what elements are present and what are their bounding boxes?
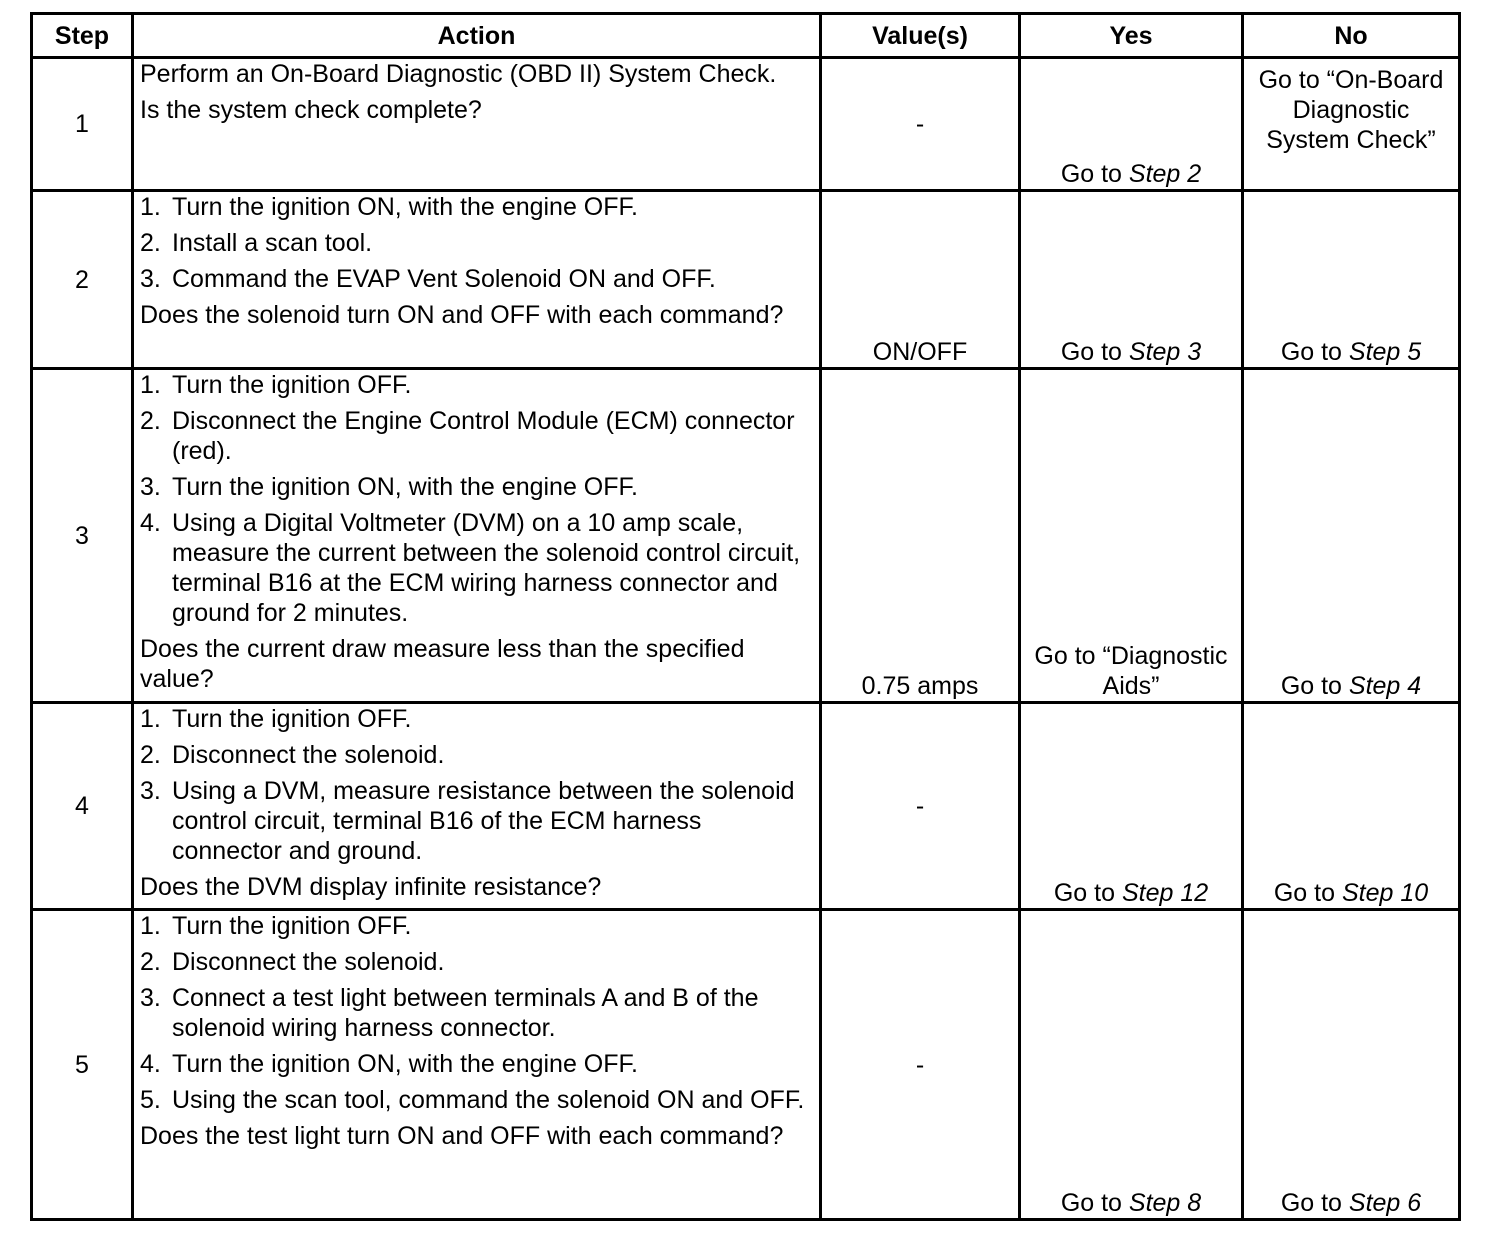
- action-cell: [133, 58, 821, 191]
- action-cell: [133, 703, 821, 910]
- yes-prefix: Go to: [1060, 160, 1129, 188]
- action-question: Does the current draw measure less than the specified value?: [140, 635, 745, 693]
- action-cell: [133, 191, 821, 369]
- no-cell: Go to Step 6: [1243, 910, 1460, 1220]
- list-item: 2. Disconnect the solenoid.: [140, 741, 445, 769]
- yes-cell: Go to “Diagnostic Aids”: [1020, 369, 1243, 703]
- header-yes: Yes: [1020, 14, 1243, 58]
- value-cell: ON/OFF: [821, 191, 1020, 369]
- table-row: [32, 703, 1460, 910]
- header-no: No: [1243, 14, 1460, 58]
- list-item: 3. Command the EVAP Vent Solenoid ON and OFF.: [140, 265, 716, 293]
- yes-cell: Go to Step 3: [1020, 191, 1243, 369]
- value-cell: -: [821, 703, 1020, 910]
- action-list: [140, 704, 813, 866]
- no-cell: Go to Step 4: [1243, 369, 1460, 703]
- action-cell: [133, 369, 821, 703]
- value-cell: -: [821, 58, 1020, 191]
- action-question: Is the system check complete?: [140, 96, 482, 124]
- action-question: Does the test light turn ON and OFF with each command?: [140, 1122, 784, 1150]
- step-number: 3: [32, 369, 133, 703]
- list-item: 3. Connect a test light between terminals A and B of the solenoid wiring harness connector.: [140, 984, 759, 1042]
- yes-step-ref: Step 12: [1121, 879, 1209, 907]
- list-item: 1. Turn the ignition OFF.: [140, 371, 412, 399]
- yes-cell: [1020, 58, 1243, 191]
- list-item: 4. Using a Digital Voltmeter (DVM) on a 10 amp scale, measure the current between the solenoid control circuit, terminal B16 at the ECM wiring harness connector and ground for 2 minutes.: [140, 509, 801, 627]
- header-step: Step: [32, 14, 133, 58]
- yes-cell: Go to Step 12: [1020, 703, 1243, 910]
- header-value: Value(s): [821, 14, 1020, 58]
- list-item: 2. Disconnect the solenoid.: [140, 948, 445, 976]
- step-number: 4: [32, 703, 133, 910]
- step-number: 1: [32, 58, 133, 191]
- list-item: 1. Turn the ignition OFF.: [140, 705, 412, 733]
- step-number: 5: [32, 910, 133, 1220]
- action-cell: [133, 910, 821, 1220]
- action-list: [140, 370, 813, 628]
- yes-step-ref: Step 2: [1128, 160, 1202, 188]
- header-row: [32, 14, 1460, 58]
- yes-step-ref: Step 3: [1128, 338, 1202, 366]
- table-row: [32, 369, 1460, 703]
- list-item: 2. Disconnect the Engine Control Module (ECM) connector (red).: [140, 407, 795, 465]
- no-cell: Go to Step 5: [1243, 191, 1460, 369]
- no-cell: [1243, 58, 1460, 191]
- value-cell: 0.75 amps: [821, 369, 1020, 703]
- table-row: [32, 58, 1460, 191]
- no-text: Go to “On-Board Diagnostic System Check”: [1258, 66, 1444, 154]
- yes-step-ref: Step 8: [1128, 1189, 1202, 1217]
- action-question: Does the DVM display infinite resistance?: [140, 873, 602, 901]
- list-item: 2. Install a scan tool.: [140, 229, 373, 257]
- action-list: [140, 911, 813, 1115]
- list-item: 1. Turn the ignition OFF.: [140, 912, 412, 940]
- action-intro: Perform an On-Board Diagnostic (OBD II) System Check.: [140, 60, 777, 88]
- action-list: [140, 192, 813, 294]
- table-row: [32, 910, 1460, 1220]
- list-item: 1. Turn the ignition ON, with the engine OFF.: [140, 193, 638, 221]
- list-item: 3. Using a DVM, measure resistance between the solenoid control circuit, terminal B16 of the ECM harness connector and ground.: [140, 777, 795, 865]
- step-number: 2: [32, 191, 133, 369]
- no-step-ref: Step 6: [1348, 1189, 1422, 1217]
- list-item: 5. Using the scan tool, command the solenoid ON and OFF.: [140, 1086, 805, 1114]
- value-cell: -: [821, 910, 1020, 1220]
- no-step-ref: Step 4: [1348, 672, 1422, 700]
- no-step-ref: Step 5: [1348, 338, 1422, 366]
- no-step-ref: Step 10: [1341, 879, 1429, 907]
- action-question: Does the solenoid turn ON and OFF with each command?: [140, 301, 784, 329]
- table-row: [32, 191, 1460, 369]
- diagnostic-table: [30, 12, 1461, 1221]
- no-cell: Go to Step 10: [1243, 703, 1460, 910]
- yes-cell: Go to Step 8: [1020, 910, 1243, 1220]
- list-item: 4. Turn the ignition ON, with the engine OFF.: [140, 1050, 638, 1078]
- header-action: Action: [133, 14, 821, 58]
- list-item: 3. Turn the ignition ON, with the engine OFF.: [140, 473, 638, 501]
